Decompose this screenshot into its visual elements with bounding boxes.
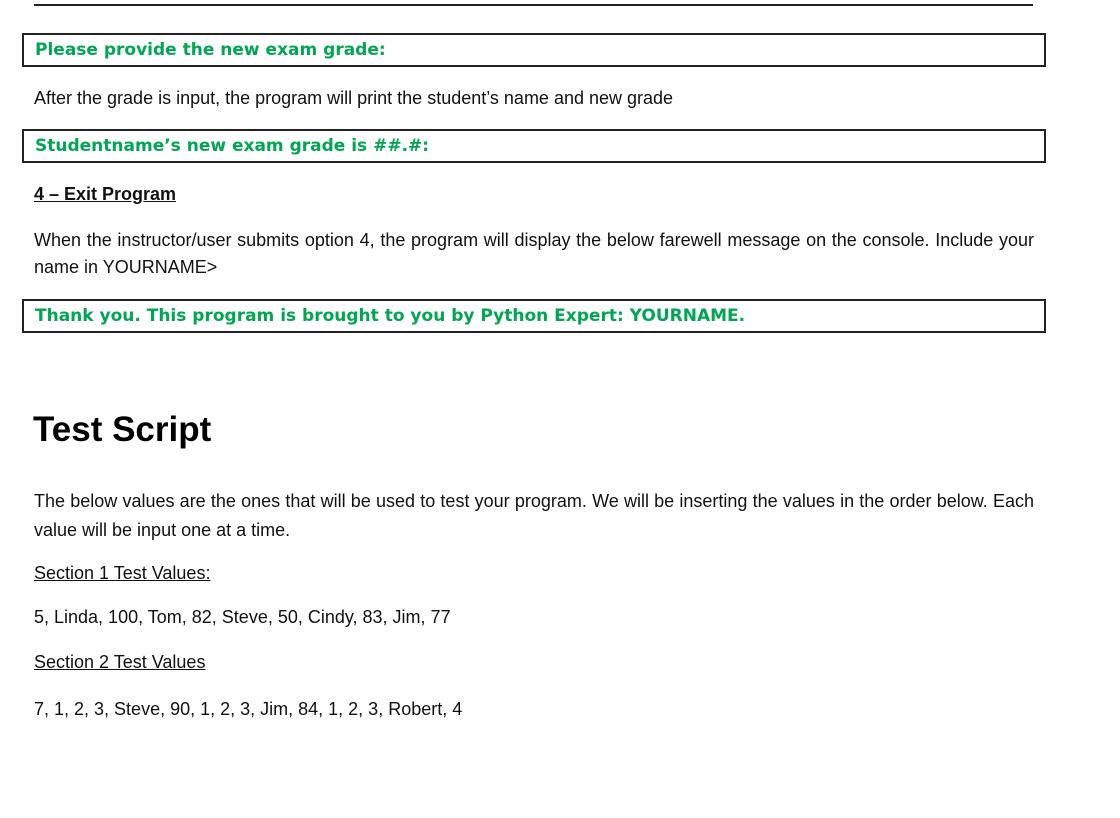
section2-values: 7, 1, 2, 3, Steve, 90, 1, 2, 3, Jim, 84, 1, 2, 3, Robert, 4 — [34, 699, 463, 719]
new-grade-output-box — [22, 129, 1046, 163]
exit-program-heading: 4 – Exit Program — [34, 184, 177, 204]
exam-grade-prompt-box — [22, 33, 1046, 67]
section2-label: Section 2 Test Values — [34, 652, 206, 672]
after-grade-paragraph: After the grade is input, the program will print the student’s name and new grade — [34, 88, 674, 108]
top-divider-line — [34, 4, 1033, 6]
new-grade-output-text: Studentname’s new exam grade is ##.#: — [35, 136, 430, 156]
farewell-message-box — [22, 299, 1046, 333]
test-script-heading: Test Script — [33, 410, 212, 449]
exam-grade-prompt-text: Please provide the new exam grade: — [35, 40, 386, 60]
section1-values: 5, Linda, 100, Tom, 82, Steve, 50, Cindy, 83, Jim, 77 — [34, 607, 451, 627]
exit-program-paragraph: When the instructor/user submits option 4, the program will display the below farewell message on the console. Include your name in YOURNAME> — [34, 230, 1034, 277]
test-intro-paragraph: The below values are the ones that will be used to test your program. We will be inserting the values in the order below. Each value will be input one at a time. — [34, 491, 1034, 540]
section1-label: Section 1 Test Values: — [34, 563, 211, 583]
farewell-message-text: Thank you. This program is brought to you by Python Expert: YOURNAME. — [35, 306, 746, 326]
